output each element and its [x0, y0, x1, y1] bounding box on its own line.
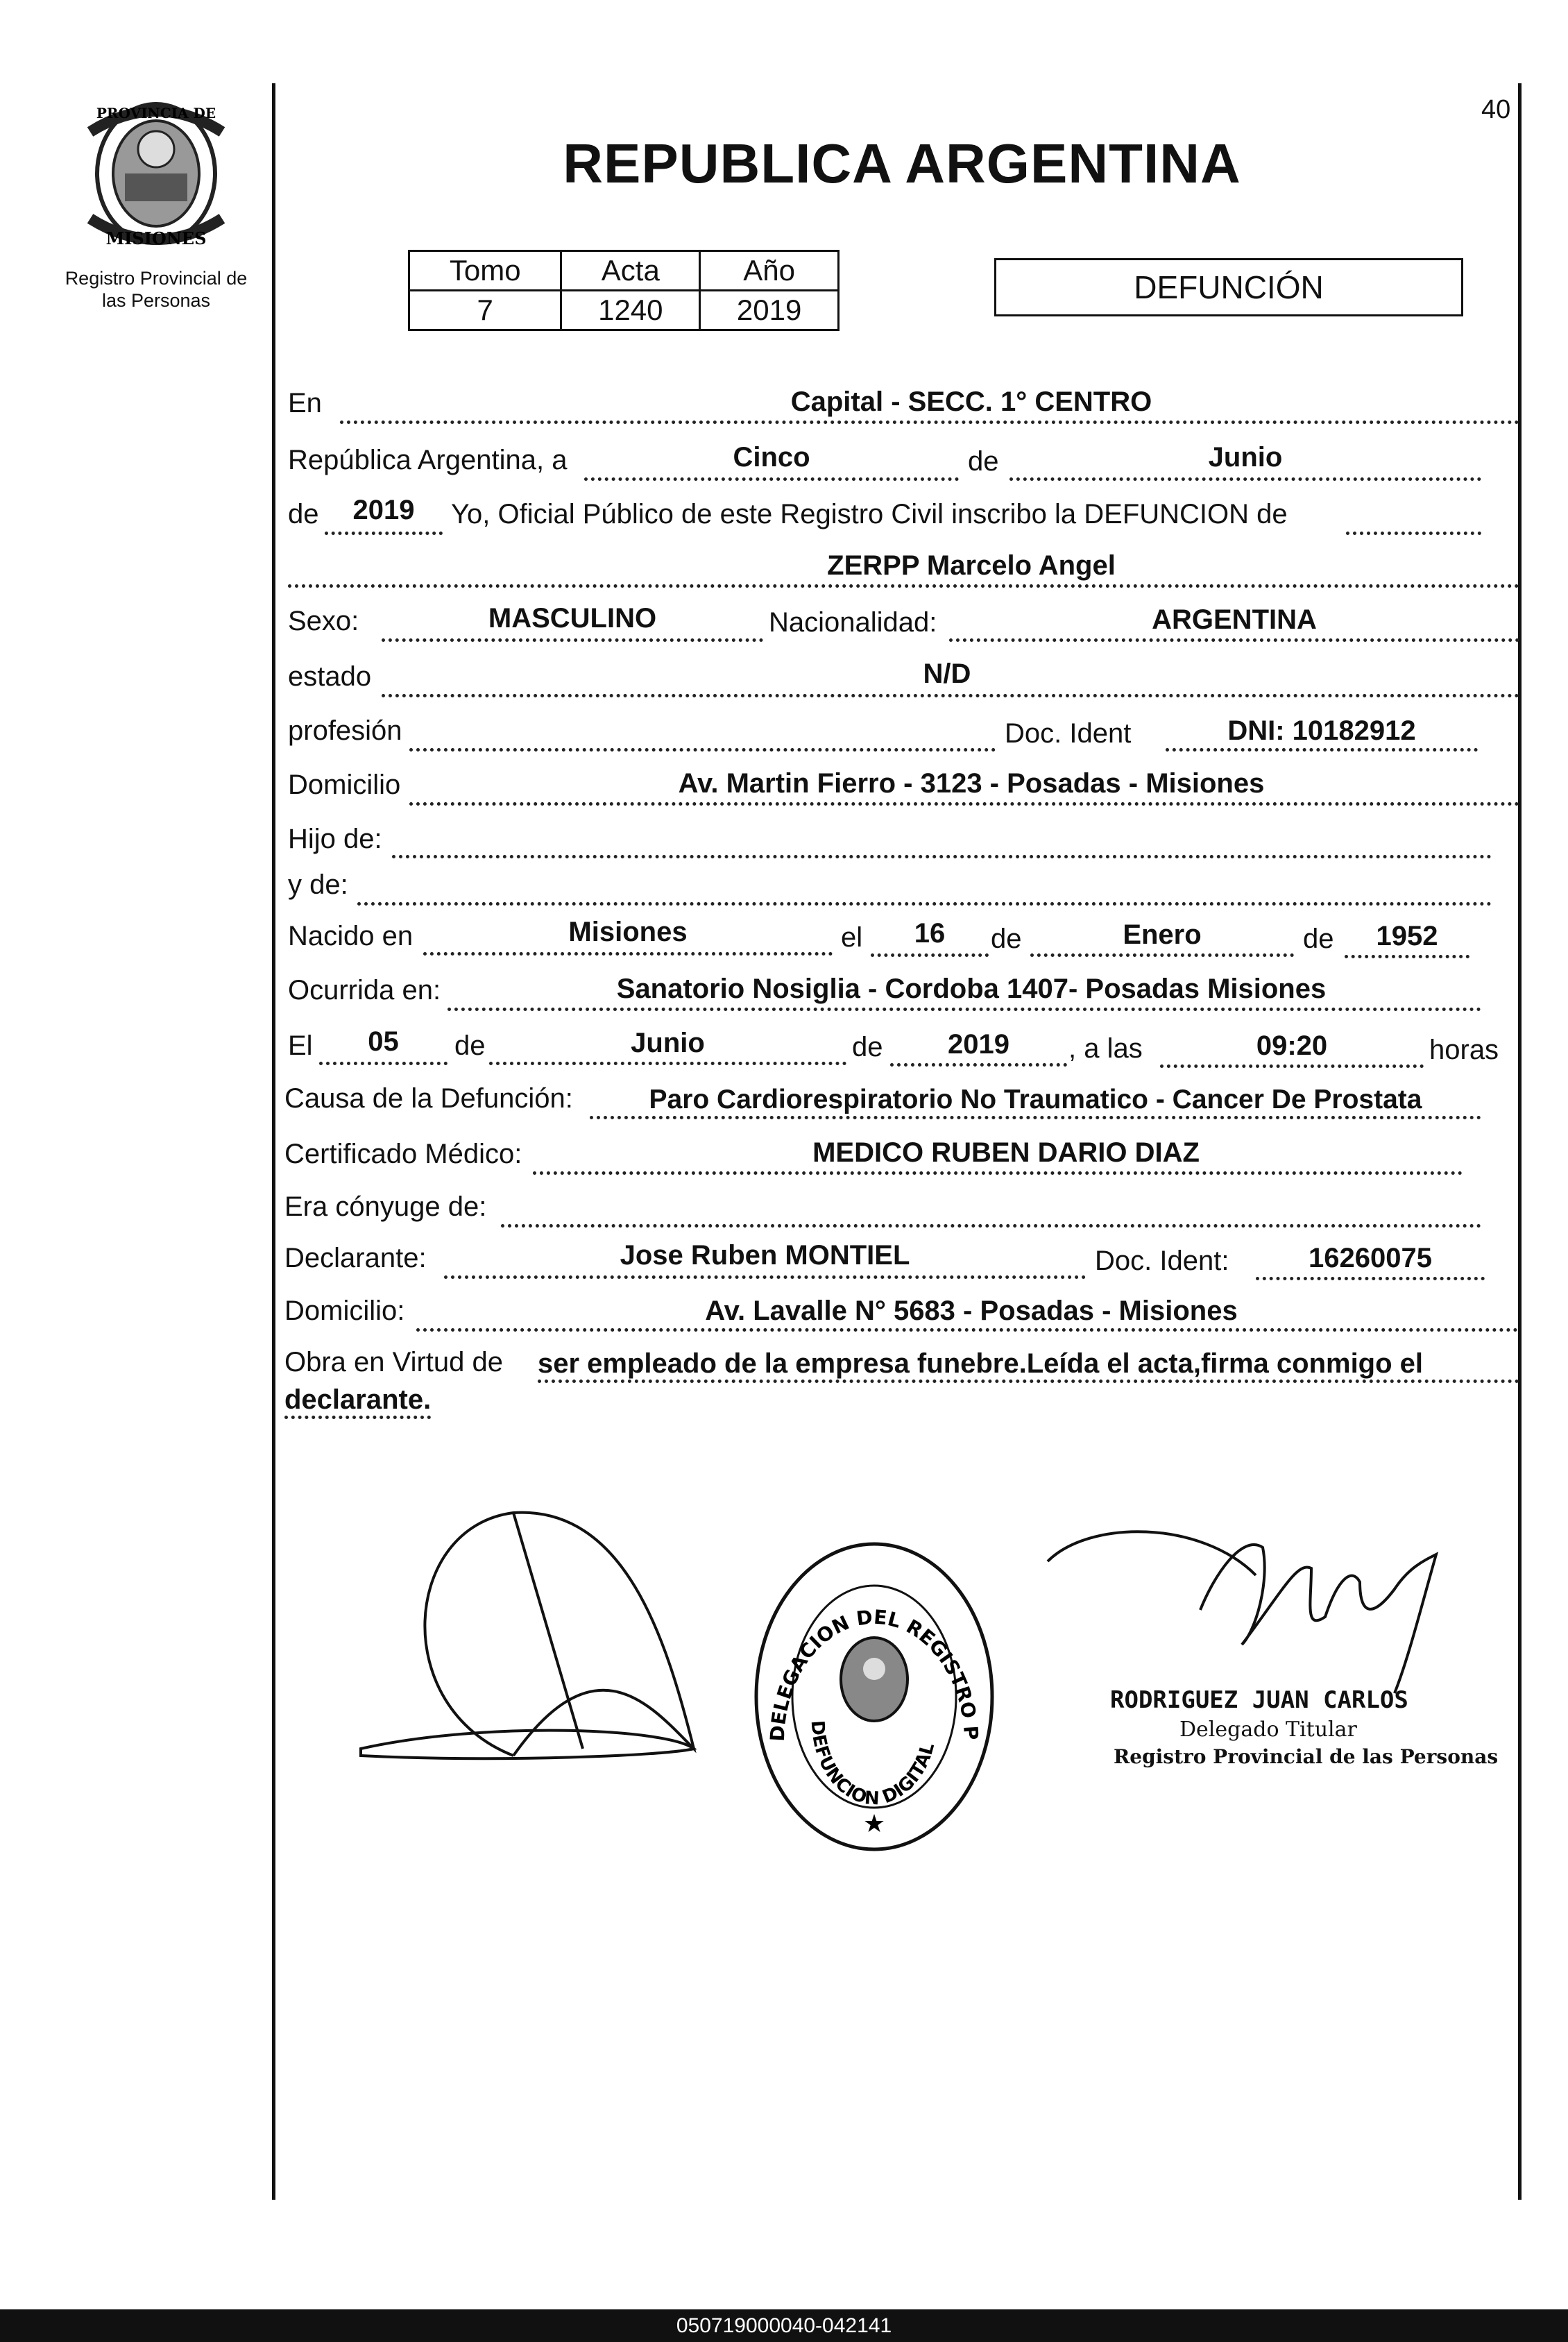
- en-line: [340, 421, 1519, 424]
- nacionalidad-line: [949, 638, 1519, 642]
- estado-label: estado: [288, 661, 372, 692]
- birth-month: Enero: [1123, 919, 1202, 950]
- death-month: Junio: [631, 1028, 705, 1058]
- year-line: [325, 532, 443, 535]
- nacionalidad-label: Nacionalidad:: [769, 607, 937, 638]
- official-signature: [1034, 1520, 1464, 1700]
- death-day: 05: [368, 1026, 399, 1057]
- birth-year: 1952: [1376, 921, 1438, 951]
- el-label-2: El: [288, 1030, 313, 1061]
- doc-ident-line: [1166, 748, 1478, 752]
- estado-line: [382, 694, 1519, 697]
- death-time: 09:20: [1256, 1030, 1328, 1061]
- de-label-1: de: [968, 446, 999, 477]
- org-name: [42, 267, 271, 312]
- obra-value-line-1: ser empleado de la empresa funebre.Leída el acta,firma conmigo el: [538, 1348, 1519, 1383]
- yde-line: [357, 902, 1492, 906]
- en-value: Capital - SECC. 1° CENTRO: [790, 387, 1152, 417]
- death-month-line: [489, 1062, 846, 1065]
- domicilio-label: Domicilio: [288, 770, 401, 800]
- nacido-value: Misiones: [568, 917, 688, 947]
- registry-header-tomo: Tomo: [409, 251, 561, 291]
- sexo-line: [382, 638, 763, 642]
- estado-value: N/D: [923, 659, 971, 689]
- doc-ident-label: Doc. Ident: [1005, 718, 1132, 749]
- de-label-5: de: [454, 1030, 486, 1061]
- document-type: DEFUNCIÓN: [1134, 269, 1324, 305]
- alas-label: , a las: [1068, 1033, 1143, 1064]
- page-number: 40: [1481, 95, 1511, 124]
- domicilio2-value: Av. Lavalle N° 5683 - Posadas - Misiones: [705, 1296, 1238, 1326]
- declarante-line: [444, 1275, 1086, 1279]
- registry-value-row: [409, 291, 839, 330]
- registry-value-tomo: 7: [409, 291, 561, 330]
- certificado-value: MEDICO RUBEN DARIO DIAZ: [812, 1137, 1200, 1168]
- birth-day-line: [871, 953, 989, 957]
- death-year-line: [890, 1063, 1067, 1067]
- obra-label: Obra en Virtud de: [284, 1347, 504, 1377]
- logo-bottom-text: MISIONES: [105, 228, 207, 248]
- sexo-value: MASCULINO: [488, 603, 657, 634]
- right-margin-line: [1518, 83, 1522, 2200]
- province-seal-logo: [76, 90, 236, 257]
- official-org: Registro Provincial de las Personas: [1114, 1745, 1499, 1768]
- en-label: En: [288, 388, 322, 418]
- obra-value-line-2: declarante.: [284, 1384, 431, 1419]
- de-label-2: de: [288, 499, 319, 529]
- sexo-label: Sexo:: [288, 606, 359, 636]
- official-stamp: [749, 1534, 999, 1860]
- ocurrida-label: Ocurrida en:: [288, 975, 441, 1005]
- profesion-line: [409, 748, 996, 752]
- nacido-line: [423, 952, 833, 956]
- horas-label: horas: [1429, 1035, 1499, 1065]
- document-type-box: [994, 258, 1463, 316]
- birth-year-line: [1345, 955, 1469, 958]
- domicilio-value: Av. Martin Fierro - 3123 - Posadas - Misiones: [678, 768, 1265, 799]
- birth-month-line: [1030, 953, 1294, 957]
- nacionalidad-value: ARGENTINA: [1152, 604, 1317, 635]
- ocurrida-line: [448, 1008, 1481, 1011]
- de-label-6: de: [852, 1032, 883, 1062]
- conyuge-label: Era cónyuge de:: [284, 1191, 487, 1222]
- footer-bar: [0, 2309, 1568, 2342]
- footer-code: 050719000040-042141: [676, 2314, 892, 2337]
- hijo-line: [392, 855, 1492, 858]
- doc-ident2-line: [1256, 1277, 1485, 1280]
- page-title: REPUBLICA ARGENTINA: [563, 133, 1241, 194]
- registry-header-ano: Año: [700, 251, 839, 291]
- domicilio2-label: Domicilio:: [284, 1296, 405, 1326]
- left-margin-line: [272, 83, 275, 2200]
- certificado-label: Certificado Médico:: [284, 1139, 522, 1169]
- registry-header-row: [409, 251, 839, 291]
- profesion-label: profesión: [288, 715, 402, 746]
- el-label: el: [841, 922, 863, 953]
- conyuge-line: [501, 1224, 1481, 1228]
- declarant-signature: [305, 1499, 722, 1790]
- doc-ident-value: DNI: 10182912: [1227, 715, 1416, 746]
- de-label-4: de: [1303, 924, 1334, 954]
- registry-table: [408, 250, 840, 331]
- death-year: 2019: [948, 1029, 1009, 1060]
- doc-ident2-value: 16260075: [1309, 1243, 1432, 1273]
- hijo-label: Hijo de:: [288, 824, 382, 854]
- svg-text:★: ★: [862, 1809, 886, 1838]
- deceased-name: ZERPP Marcelo Angel: [827, 550, 1116, 581]
- registry-header-acta: Acta: [561, 251, 700, 291]
- registry-value-acta: 1240: [561, 291, 700, 330]
- certificado-line: [533, 1171, 1463, 1175]
- year: 2019: [352, 495, 415, 525]
- stamp-inner-text: DEFUNCION DIGITAL: [806, 1720, 939, 1810]
- declarante-value: Jose Ruben MONTIEL: [620, 1240, 910, 1271]
- yde-label: y de:: [288, 869, 348, 900]
- name-line: [288, 584, 1519, 588]
- stamp-outer-text: DELEGACION DEL REGISTRO P: [765, 1605, 983, 1742]
- ocurrida-value: Sanatorio Nosiglia - Cordoba 1407- Posadas Misiones: [616, 974, 1327, 1004]
- death-time-line: [1160, 1064, 1424, 1068]
- month-word: Junio: [1208, 442, 1283, 473]
- de-label-3: de: [991, 924, 1022, 954]
- month-word-line: [1009, 477, 1481, 481]
- death-day-line: [319, 1062, 448, 1065]
- oficial-line: [1346, 532, 1481, 535]
- oficial-text: Yo, Oficial Público de este Registro Civil inscribo la DEFUNCION de: [451, 499, 1288, 529]
- official-name: RODRIGUEZ JUAN CARLOS: [1110, 1686, 1408, 1714]
- republica-label: República Argentina, a: [288, 445, 568, 475]
- declarante-label: Declarante:: [284, 1243, 427, 1273]
- day-word: Cinco: [733, 442, 810, 473]
- domicilio2-line: [416, 1328, 1518, 1332]
- birth-day: 16: [914, 918, 946, 949]
- org-line-1: Registro Provincial de: [65, 268, 248, 289]
- official-title: Delegado Titular: [1179, 1717, 1357, 1742]
- logo-top-text: PROVINCIA DE: [96, 105, 216, 121]
- causa-label: Causa de la Defunción:: [284, 1083, 573, 1114]
- causa-value: Paro Cardiorespiratorio No Traumatico - Cancer De Prostata: [649, 1085, 1422, 1114]
- domicilio-line: [409, 802, 1519, 806]
- org-line-2: las Personas: [101, 290, 211, 311]
- doc-ident2-label: Doc. Ident:: [1095, 1246, 1229, 1276]
- nacido-label: Nacido en: [288, 921, 414, 951]
- day-word-line: [584, 477, 959, 481]
- registry-value-ano: 2019: [700, 291, 839, 330]
- causa-line: [590, 1116, 1481, 1119]
